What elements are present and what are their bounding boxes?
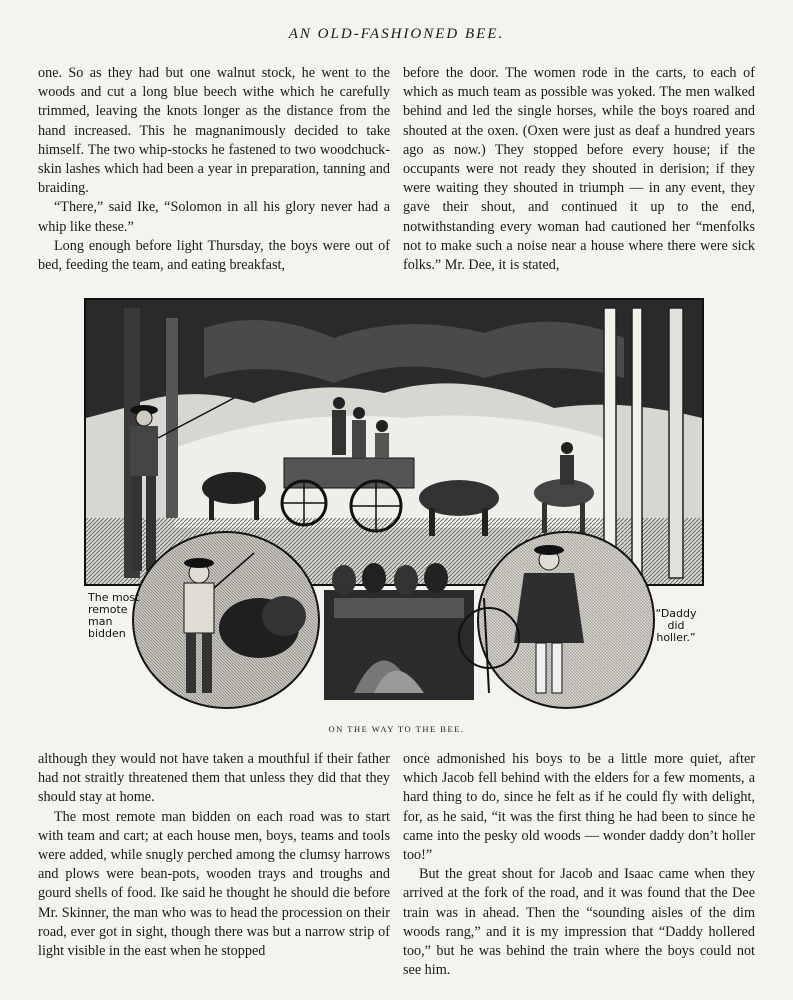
paragraph: Long enough before light Thursday, the boys were out of bed, feeding the team, and eating breakfast,: [38, 237, 390, 274]
paragraph: The most remote man bidden on each road was to start with team and cart; at each house men, boys, teams and tools were added, while snugly perched among the clumsy harrows and plows were bean-pots, wooden trays and troughs and gourd shells of food. Ike said he thought he should die before Mr. Skinner, the man who was to head the procession on their road, ever got in sight, though there was but a narrow strip of light visible in the east when he stopped: [38, 808, 390, 960]
illustration-caption: ON THE WAY TO THE BEE.: [328, 724, 465, 734]
top-right-column: [403, 64, 755, 275]
paragraph: one. So as they had but one walnut stock, he went to the woods and cut a long blue beech withe which he carefully trimmed, leaving the knots longer as the distance from the hand increased. This he magnanimously decided to take himself. The two whip-stocks he fastened to two woodchuck-skin lashes which had been a year in preparation, tanning and braiding.: [38, 65, 390, 197]
paragraph: But the great shout for Jacob and Isaac came when they arrived at the fork of the road, and it was found that the Dee train was in ahead. Then the “sounding aisles of the dim woods rang,” and it is my impression that “Daddy hollered too,” but he was behind the train where the boys could not see him.: [403, 866, 755, 979]
illustration: [84, 298, 704, 713]
left-handwritten-label: The most remote man bidden: [88, 591, 140, 640]
bottom-left-column: [38, 750, 390, 961]
top-left-column: [38, 64, 390, 275]
paragraph: before the door. The women rode in the carts, to each of which as much team as possible was yoked. The men walked behind and led the single horses, while the boys roared and shouted at the oxen. (Oxen were just as deaf a hundred years ago as now.) They stopped before every house; if the occupants were not ready they shouted in derision; if they were waiting they shouted in triumph — in any event, they gave their shout, and continued it up to the end, notwithstanding every woman had cautioned her “menfolks not to make such a noise near a house where there were sick folks.” Mr. Dee, it is stated,: [403, 65, 755, 274]
paragraph: “There,” said Ike, “Solomon in all his glory never had a whip like these.”: [38, 199, 390, 235]
running-head: AN OLD-FASHIONED BEE.: [288, 26, 505, 42]
bottom-right-column: [403, 750, 755, 980]
right-handwritten-label: “Daddy did holler.”: [655, 607, 697, 644]
illustration-drawing: [84, 298, 704, 713]
paragraph: although they would not have taken a mouthful if their father had not straitly threatened them that unless they did that they should stay at home.: [38, 751, 390, 806]
paragraph: once admonished his boys to be a little more quiet, after which Jacob fell behind with the elders for a few moments, a hard thing to do, since he felt as if he could fly with delight, for, as he said, “it was the first thing he had been to since he came into the pesky old woods — wonder daddy don’t holler too!”: [403, 751, 755, 864]
